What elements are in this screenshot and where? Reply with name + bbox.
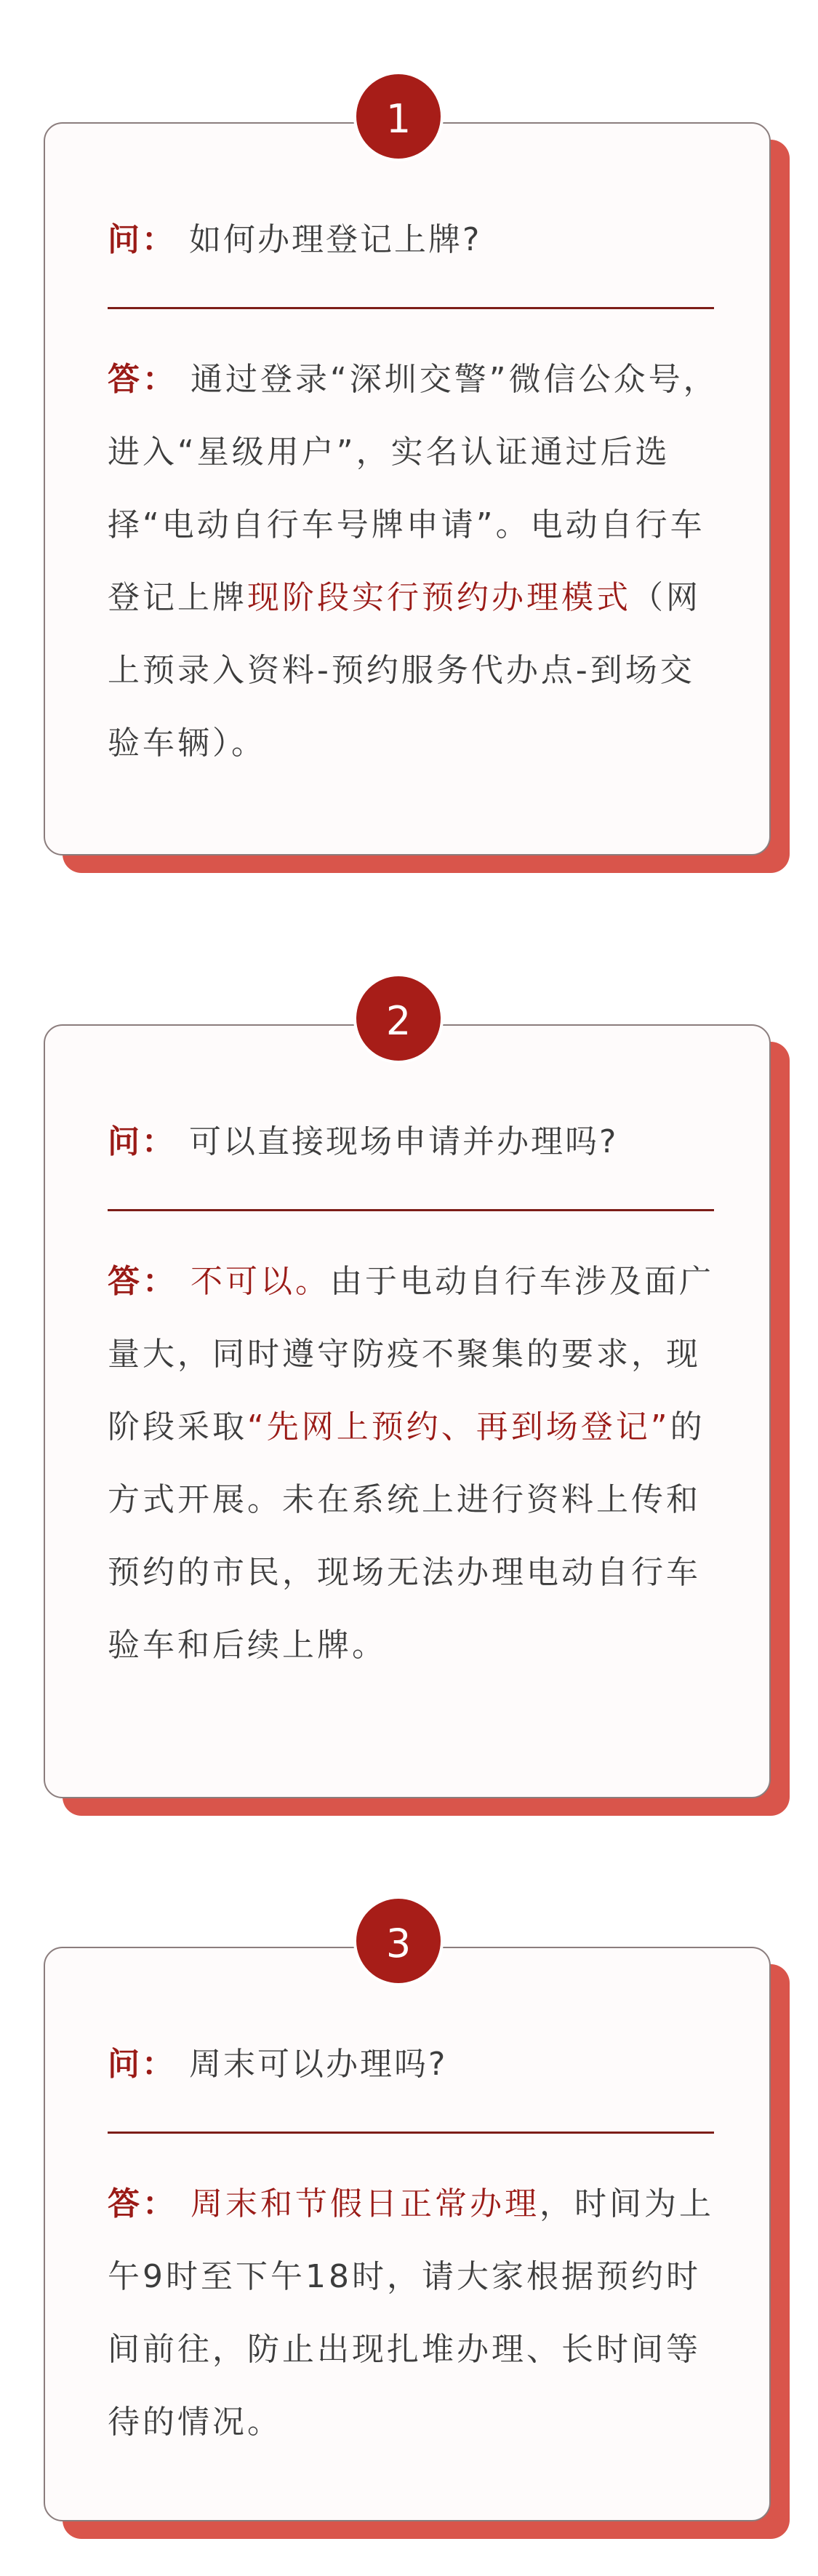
divider	[108, 2132, 714, 2134]
answer	[108, 1245, 718, 1682]
divider	[108, 307, 714, 309]
question	[108, 218, 714, 262]
card-body	[44, 1921, 771, 2521]
faq-card-3	[44, 1921, 771, 2521]
question	[108, 2043, 714, 2086]
question-text: 周末可以办理吗?	[189, 2046, 448, 2083]
answer-highlight: 不可以。	[191, 1263, 330, 1300]
answer	[108, 2168, 718, 2459]
question	[108, 1120, 714, 1164]
card-body	[44, 998, 771, 1798]
question-label: 问：	[108, 2046, 176, 2083]
question-text: 如何办理登记上牌?	[189, 221, 482, 258]
answer-highlight: 现阶段实行预约办理模式	[247, 579, 631, 616]
answer-label: 答：	[108, 2185, 177, 2222]
question-label: 问：	[108, 1123, 176, 1160]
question-label: 问：	[108, 221, 176, 258]
answer-label: 答：	[108, 1263, 177, 1300]
answer-segment: 通过登录“深圳交警”微信公众号，进入“星级用户”，实名认证通过后选择“电动自行车号牌申请”。电动自行车登记上牌	[108, 361, 718, 616]
number-badge: 2	[353, 973, 444, 1064]
answer-highlight: “先网上预约、再到场登记”	[247, 1408, 670, 1445]
number-badge: 3	[353, 1896, 444, 1986]
answer-segment: 的方式开展。未在系统上进行资料上传和预约的市民，现场无法办理电动自行车验车和后续上牌。	[108, 1408, 705, 1664]
answer	[108, 343, 718, 780]
question-text: 可以直接现场申请并办理吗?	[189, 1123, 619, 1160]
answer-highlight: 周末和节假日正常办理	[191, 2185, 540, 2222]
answer-label: 答：	[108, 361, 177, 398]
answer-segment: （网上预录入资料-预约服务代办点-到场交验车辆）。	[108, 579, 701, 762]
answer-segment: ，时间为上午9时至下午18时，请大家根据预约时间前往，防止出现扎堆办理、长时间等待的情况。	[108, 2185, 714, 2441]
card-body	[44, 96, 771, 856]
divider	[108, 1209, 714, 1211]
faq-card-2	[44, 998, 771, 1798]
number-badge: 1	[353, 71, 444, 162]
answer-segment: 由于电动自行车涉及面广量大，同时遵守防疫不聚集的要求，现阶段采取	[108, 1263, 714, 1445]
faq-card-1	[44, 96, 771, 856]
